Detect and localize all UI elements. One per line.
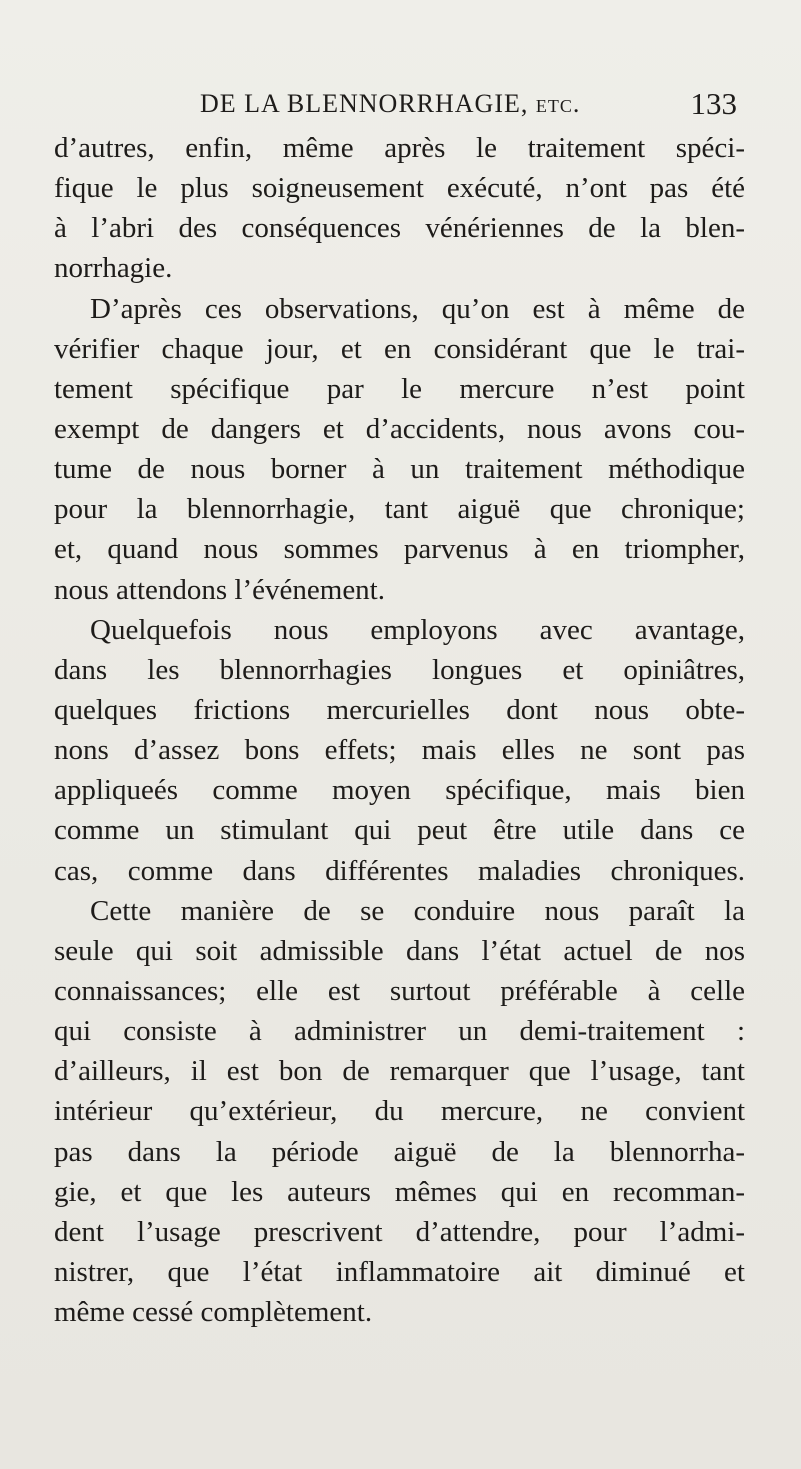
text-line: D’après ces observations, qu’on est à même de xyxy=(90,292,745,325)
text-line: tume de nous borner à un traitement méthodique xyxy=(54,453,745,486)
text-line: pour la blennorrhagie, tant aiguë que chronique; xyxy=(54,493,745,526)
text-line: intérieur qu’extérieur, du mercure, ne convient xyxy=(54,1095,745,1128)
running-head-title: DE LA BLENNORRHAGIE, etc. xyxy=(200,89,581,118)
body-text xyxy=(54,128,745,1332)
page-number: 133 xyxy=(690,86,737,121)
text-line: même cessé complètement. xyxy=(54,1296,373,1329)
text-line: à l’abri des conséquences vénériennes de la blen- xyxy=(54,212,745,245)
text-line: exempt de dangers et d’accidents, nous avons cou- xyxy=(54,412,745,445)
text-line: quelques frictions mercurielles dont nous obte- xyxy=(54,693,745,726)
text-line: vérifier chaque jour, et en considérant que le trai- xyxy=(54,332,745,365)
text-line: seule qui soit admissible dans l’état actuel de nos xyxy=(54,934,745,967)
text-line: cas, comme dans différentes maladies chroniques. xyxy=(54,854,745,887)
text-line: norrhagie. xyxy=(54,252,173,285)
text-line: tement spécifique par le mercure n’est point xyxy=(54,372,745,405)
text-line: fique le plus soigneusement exécuté, n’ont pas été xyxy=(54,172,745,205)
text-line: Quelquefois nous employons avec avantage, xyxy=(90,613,745,646)
text-line: Cette manière de se conduire nous paraît la xyxy=(90,894,745,927)
text-line: d’autres, enfin, même après le traitement spéci- xyxy=(54,132,745,164)
text-line: nistrer, que l’état inflammatoire ait diminué et xyxy=(54,1255,745,1288)
text-line: connaissances; elle est surtout préférable à celle xyxy=(54,974,745,1007)
text-line: nous attendons l’événement. xyxy=(54,573,385,606)
text-line: comme un stimulant qui peut être utile dans ce xyxy=(54,814,745,847)
text-line: gie, et que les auteurs mêmes qui en recomman- xyxy=(54,1175,745,1208)
text-line: d’ailleurs, il est bon de remarquer que l’usage, tant xyxy=(54,1055,745,1088)
text-line: qui consiste à administrer un demi-traitement : xyxy=(54,1015,745,1048)
text-line: dans les blennorrhagies longues et opiniâtres, xyxy=(54,653,745,686)
text-line: et, quand nous sommes parvenus à en triompher, xyxy=(54,533,745,566)
text-line: pas dans la période aiguë de la blennorrha- xyxy=(54,1135,745,1168)
text-line: appliqueés comme moyen spécifique, mais bien xyxy=(54,774,745,807)
text-line: dent l’usage prescrivent d’attendre, pour l’admi- xyxy=(54,1215,745,1248)
text-line: nons d’assez bons effets; mais elles ne sont pas xyxy=(54,734,745,767)
running-head xyxy=(200,84,737,124)
